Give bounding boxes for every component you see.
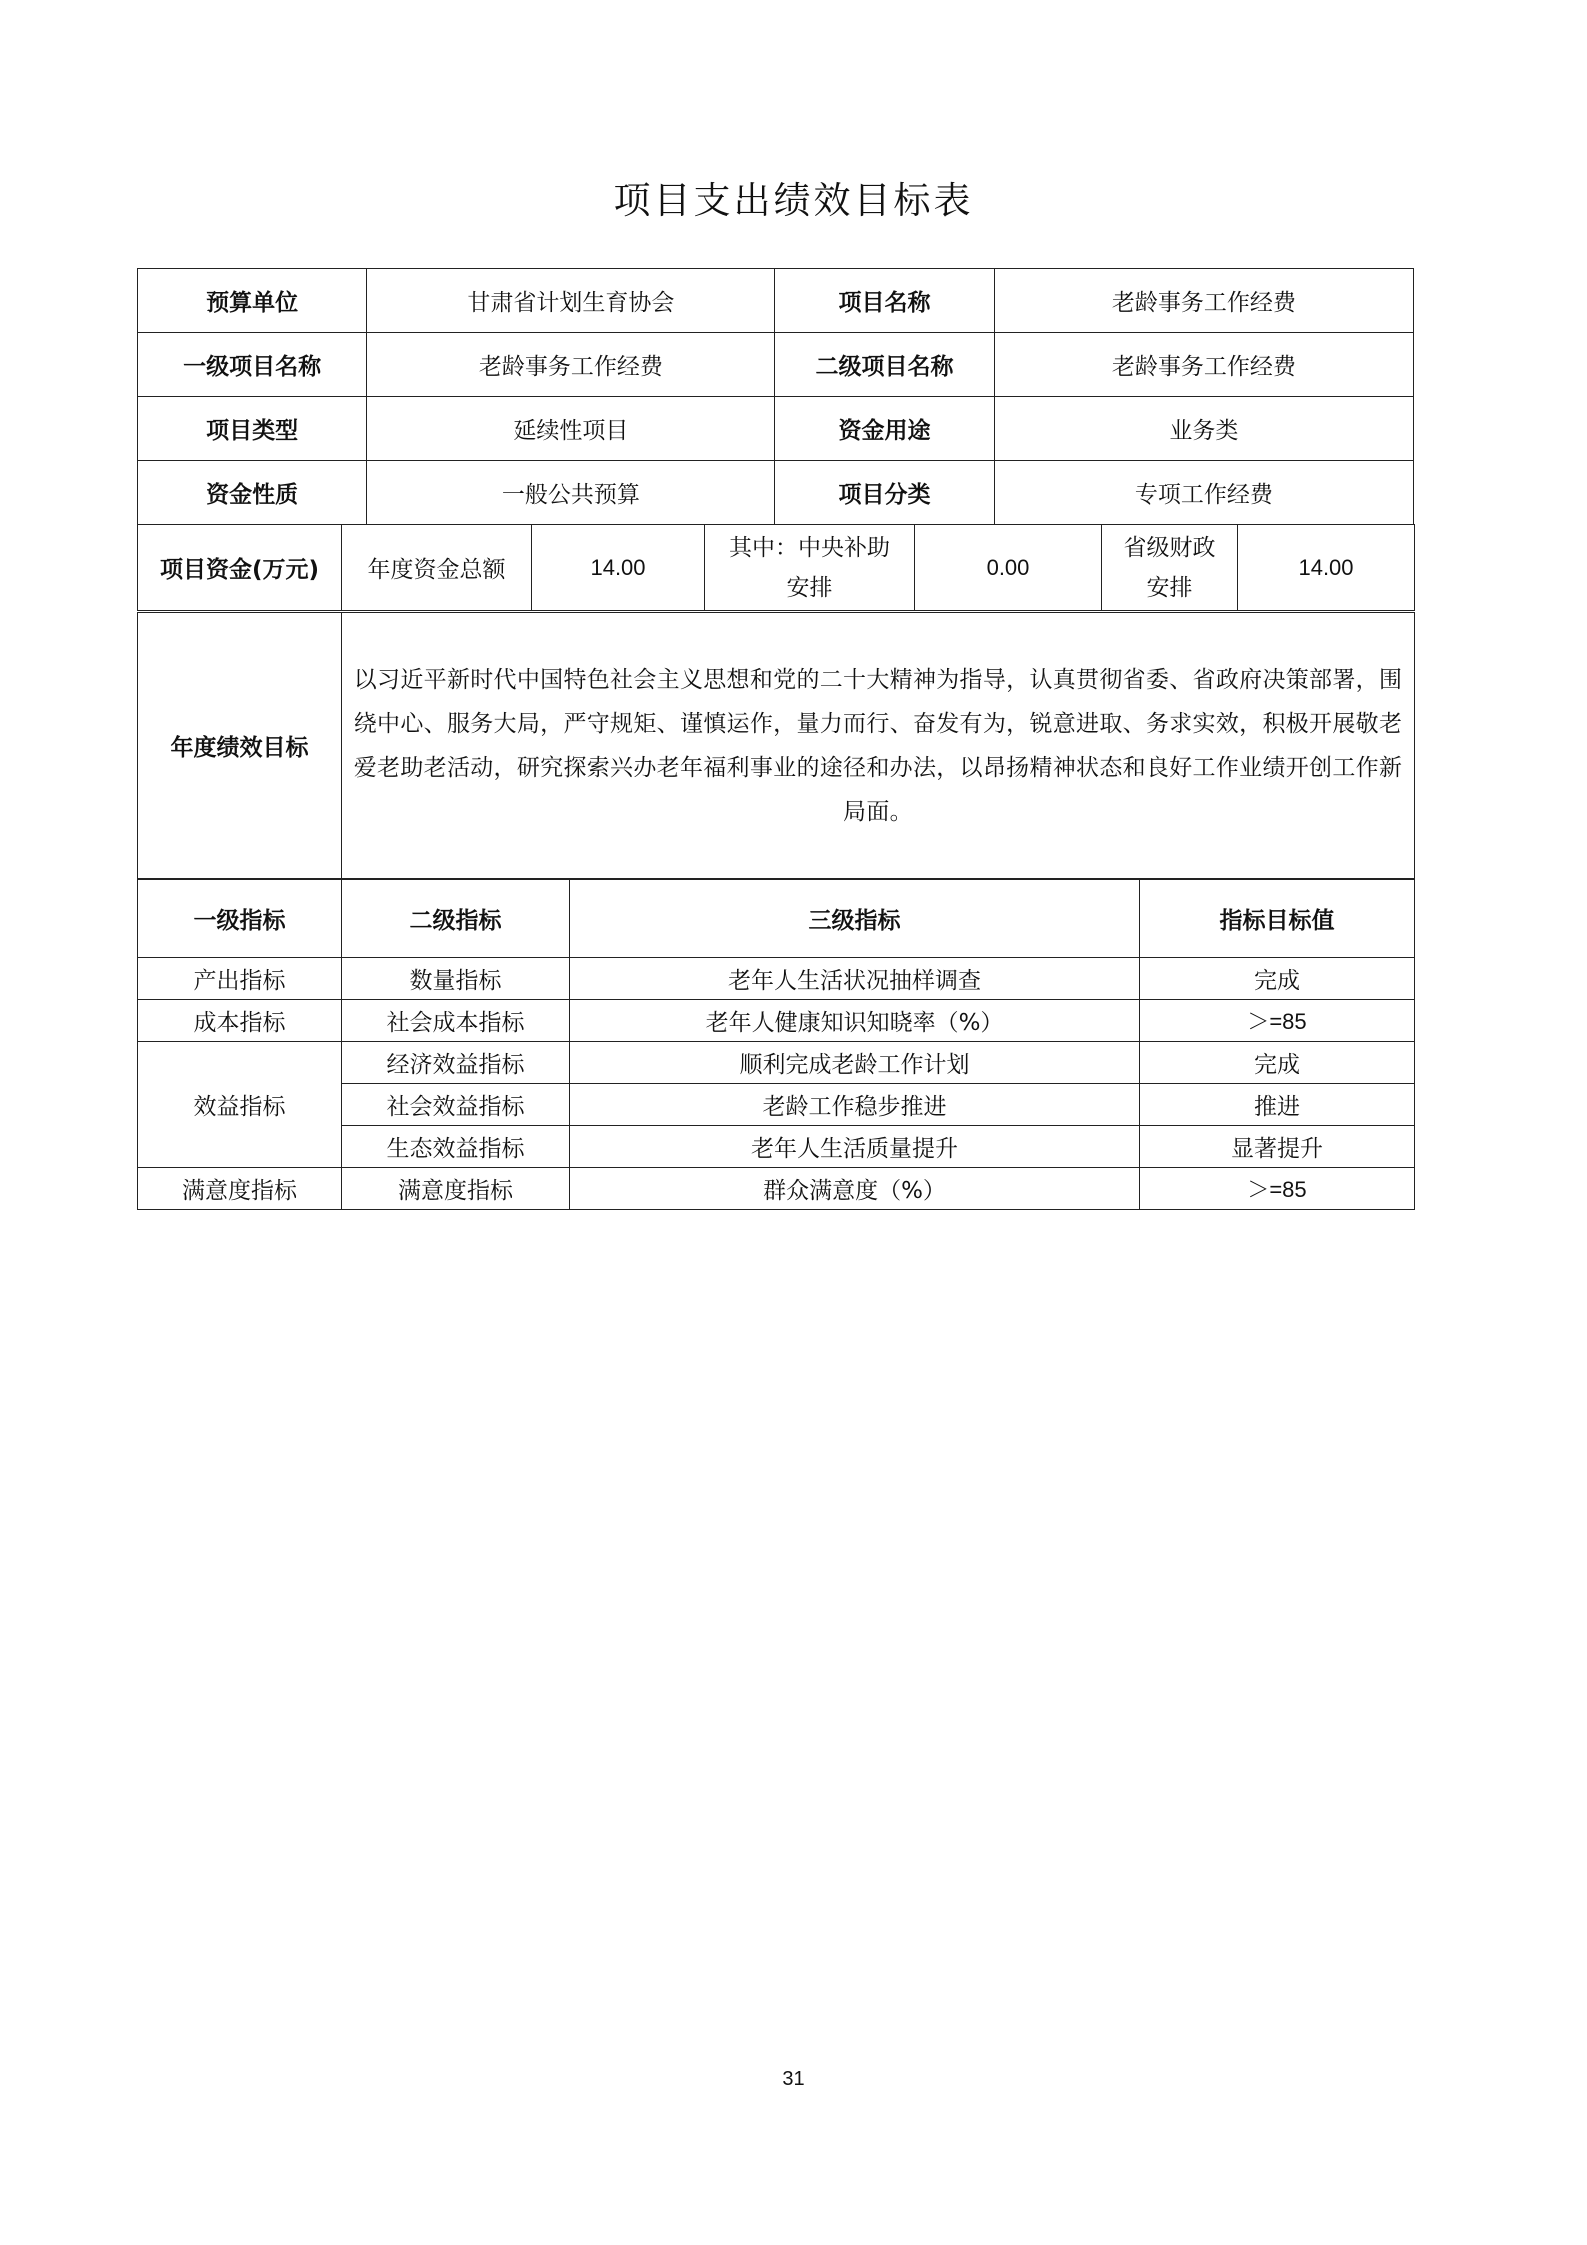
level2-name-value: 老龄事务工作经费 xyxy=(994,333,1413,397)
project-category-value: 专项工作经费 xyxy=(994,461,1413,525)
info-row-nature xyxy=(138,461,1414,525)
header-level1: 一级指标 xyxy=(138,880,342,958)
info-row-level-names xyxy=(138,333,1414,397)
page-title: 项目支出绩效目标表 xyxy=(613,179,974,222)
target-cell: 完成 xyxy=(1140,1042,1415,1084)
metrics-header-row xyxy=(138,880,1415,958)
table-row xyxy=(138,1168,1415,1210)
table-row xyxy=(138,958,1415,1000)
level1-cell: 满意度指标 xyxy=(138,1168,342,1210)
annual-goal-table xyxy=(137,612,1415,879)
level3-cell: 老年人生活质量提升 xyxy=(570,1126,1140,1168)
info-row-budget-unit xyxy=(138,269,1414,333)
level1-name-label: 一级项目名称 xyxy=(138,333,367,397)
project-name-label: 项目名称 xyxy=(775,269,994,333)
level2-cell: 数量指标 xyxy=(342,958,570,1000)
project-info-table xyxy=(137,268,1414,525)
table-row xyxy=(138,1000,1415,1042)
provincial-value: 14.00 xyxy=(1238,525,1415,611)
provincial-label xyxy=(1102,525,1238,611)
project-type-label: 项目类型 xyxy=(138,397,367,461)
project-funds-label: 项目资金(万元) xyxy=(138,525,342,611)
central-subsidy-label xyxy=(705,525,915,611)
header-level3: 三级指标 xyxy=(570,880,1140,958)
central-subsidy-label-line2: 安排 xyxy=(786,574,833,601)
provincial-label-line2: 安排 xyxy=(1146,574,1193,601)
page-number: 31 xyxy=(782,2068,805,2090)
level3-cell: 老年人生活状况抽样调查 xyxy=(570,958,1140,1000)
level2-cell: 经济效益指标 xyxy=(342,1042,570,1084)
budget-unit-value: 甘肃省计划生育协会 xyxy=(367,269,775,333)
central-subsidy-value: 0.00 xyxy=(915,525,1102,611)
target-cell: 显著提升 xyxy=(1140,1126,1415,1168)
level2-name-label: 二级项目名称 xyxy=(775,333,994,397)
level1-cell: 成本指标 xyxy=(138,1000,342,1042)
level3-cell: 顺利完成老龄工作计划 xyxy=(570,1042,1140,1084)
table-row xyxy=(138,1042,1415,1084)
project-type-value: 延续性项目 xyxy=(367,397,775,461)
info-row-type xyxy=(138,397,1414,461)
fund-use-label: 资金用途 xyxy=(775,397,994,461)
annual-total-value: 14.00 xyxy=(532,525,705,611)
level2-cell: 生态效益指标 xyxy=(342,1126,570,1168)
fund-nature-value: 一般公共预算 xyxy=(367,461,775,525)
target-cell: ＞=85 xyxy=(1140,1168,1415,1210)
level1-cell: 产出指标 xyxy=(138,958,342,1000)
fund-use-value: 业务类 xyxy=(994,397,1413,461)
target-cell: 推进 xyxy=(1140,1084,1415,1126)
project-name-value: 老龄事务工作经费 xyxy=(994,269,1413,333)
level1-cell: 效益指标 xyxy=(138,1042,342,1168)
annual-goal-label: 年度绩效目标 xyxy=(138,613,342,879)
central-subsidy-label-line1: 其中：中央补助 xyxy=(729,534,890,561)
metrics-table xyxy=(137,879,1415,1210)
level2-cell: 社会效益指标 xyxy=(342,1084,570,1126)
budget-unit-label: 预算单位 xyxy=(138,269,367,333)
provincial-label-line1: 省级财政 xyxy=(1123,534,1216,561)
header-target: 指标目标值 xyxy=(1140,880,1415,958)
level2-cell: 社会成本指标 xyxy=(342,1000,570,1042)
header-level2: 二级指标 xyxy=(342,880,570,958)
level3-cell: 群众满意度（%） xyxy=(570,1168,1140,1210)
target-cell: ＞=85 xyxy=(1140,1000,1415,1042)
funds-row xyxy=(138,525,1415,611)
goal-row xyxy=(138,613,1415,879)
annual-total-label: 年度资金总额 xyxy=(342,525,532,611)
level1-name-value: 老龄事务工作经费 xyxy=(367,333,775,397)
level3-cell: 老年人健康知识知晓率（%） xyxy=(570,1000,1140,1042)
target-cell: 完成 xyxy=(1140,958,1415,1000)
fund-nature-label: 资金性质 xyxy=(138,461,367,525)
project-category-label: 项目分类 xyxy=(775,461,994,525)
project-funds-table xyxy=(137,524,1415,611)
level2-cell: 满意度指标 xyxy=(342,1168,570,1210)
level3-cell: 老龄工作稳步推进 xyxy=(570,1084,1140,1126)
annual-goal-text: 以习近平新时代中国特色社会主义思想和党的二十大精神为指导，认真贯彻省委、省政府决策部署，围绕中心、服务大局，严守规矩、谨慎运作，量力而行、奋发有为，锐意进取、务求实效，积极开展敬老爱老助老活动，研究探索兴办老年福利事业的途径和办法，以昂扬精神状态和良好工作业绩开创工作新局面。 xyxy=(342,613,1415,879)
